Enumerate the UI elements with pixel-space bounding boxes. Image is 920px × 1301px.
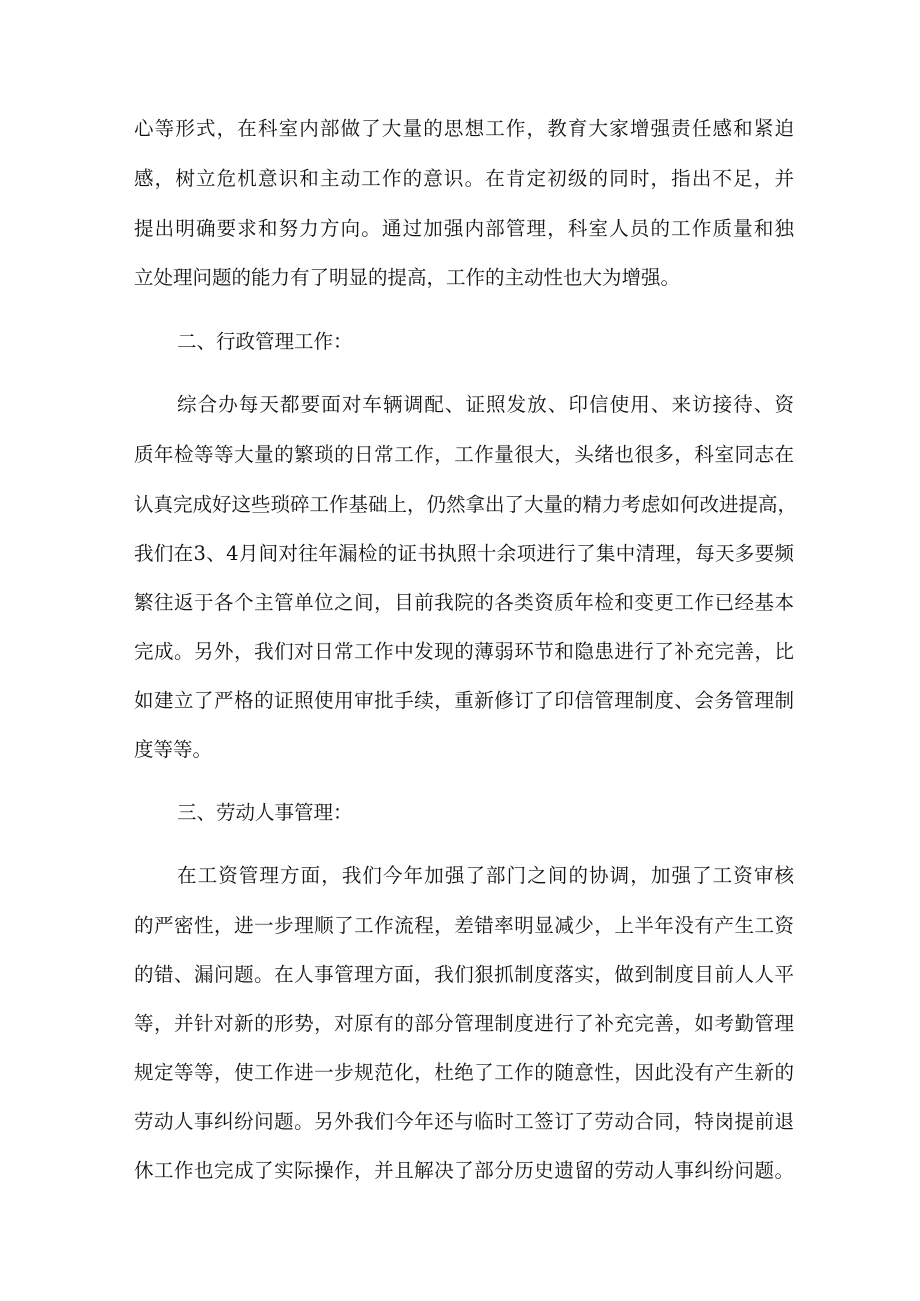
paragraph-2-line-8: 度等等。 [134,738,213,761]
paragraph-2-line-5: 繁往返于各个主管单位之间，目前我院的各类资质年检和变更工作已经基本 [134,591,794,614]
paragraph-2-line-1: 综合办每天都要面对车辆调配、证照发放、印信使用、来访接待、资 [177,393,794,416]
paragraph-1-line-2: 感，树立危机意识和主动工作的意识。在肯定初级的同时，指出不足，并 [134,167,794,190]
paragraph-2-line-4: 我们在3、4月间对往年漏检的证书执照十余项进行了集中清理，每天多要频 [134,542,794,565]
paragraph-3-line-3: 的错、漏问题。在人事管理方面，我们狠抓制度落实，做到制度目前人人平 [134,963,794,986]
paragraph-3-line-7: 休工作也完成了实际操作，并且解决了部分历史遗留的劳动人事纠纷问题。 [134,1159,794,1182]
paragraph-1-line-1: 心等形式，在科室内部做了大量的思想工作，教育大家增强责任感和紧迫 [134,117,794,140]
paragraph-3-line-1: 在工资管理方面，我们今年加强了部门之间的协调，加强了工资审核 [177,864,794,887]
paragraph-3-line-5: 规定等等，使工作进一步规范化，杜绝了工作的随意性，因此没有产生新的 [134,1061,794,1084]
paragraph-3-line-2: 的严密性，进一步理顺了工作流程，差错率明显减少，上半年没有产生工资 [134,914,794,937]
paragraph-2-line-3: 认真完成好这些琐碎工作基础上，仍然拿出了大量的精力考虑如何改进提高， [134,493,798,516]
paragraph-3-line-4: 等，并针对新的形势，对原有的部分管理制度进行了补充完善，如考勤管理 [134,1012,794,1035]
paragraph-1-line-3: 提出明确要求和努力方向。通过加强内部管理，科室人员的工作质量和独 [134,217,794,240]
paragraph-1-line-4: 立处理问题的能力有了明显的提高，工作的主动性也大为增强。 [134,266,681,289]
section-heading-administration: 二、行政管理工作： [177,330,353,353]
paragraph-2-line-2: 质年检等等大量的繁琐的日常工作，工作量很大，头绪也很多，科室同志在 [134,443,794,466]
paragraph-3-line-6: 劳动人事纠纷问题。另外我们今年还与临时工签订了劳动合同，特岗提前退 [134,1110,794,1133]
paragraph-2-line-7: 如建立了严格的证照使用审批手续，重新修订了印信管理制度、会务管理制 [134,689,794,712]
paragraph-2-line-6: 完成。另外，我们对日常工作中发现的薄弱环节和隐患进行了补充完善，比 [134,640,794,663]
section-heading-labor-personnel: 三、劳动人事管理： [177,801,353,824]
